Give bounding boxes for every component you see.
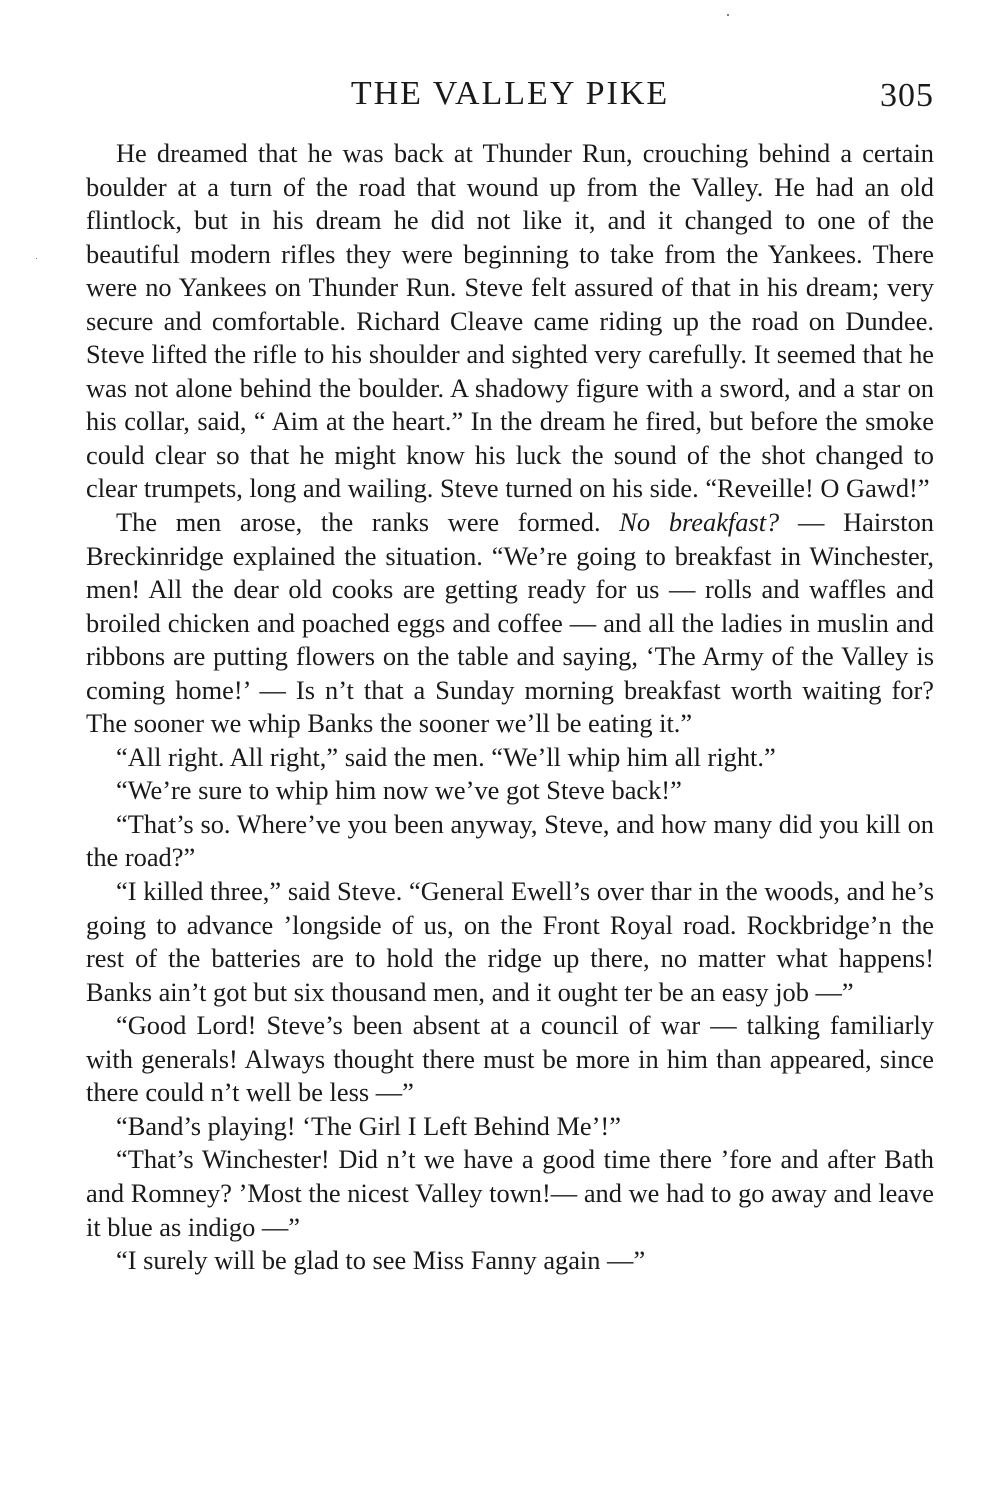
running-head <box>86 72 934 116</box>
text-segment: “That’s Winchester! Did n’t we have a good time there ’fore and after Bath and Romney? ’Most the nicest Valley town!— and we had to go away and leave it blue as indigo —” <box>86 1144 934 1242</box>
running-title: THE VALLEY PIKE <box>350 75 670 112</box>
text-segment: He dreamed that he was back at Thunder Run, crouching behind a certain boulder at a turn of the road that wound up from the Valley. He had an old flintlock, but in his dream he did not like it, and it changed to one of the beautiful modern rifles they were beginning to take from the Yankees. There were no Yankees on Thunder Run. Steve felt assured of that in his dream; very secure and comfortable. Richard Cleave came riding up the road on Dundee. Steve lifted the rifle to his shoulder and sighted very carefully. It seemed that he was not alone behind the boulder. A shadowy figure with a sword, and a star on his collar, said, “ Aim at the heart.” In the dream he fired, but before the smoke could clear so that he might know his luck the sound of the shot changed to clear trumpets, long and wailing. Steve turned on his side. “Reveille! O Gawd!” <box>86 138 934 504</box>
print-speck <box>727 14 729 16</box>
text-segment: “That’s so. Where’ve you been anyway, Steve, and how many did you kill on the road?” <box>86 808 934 873</box>
margin-speck <box>36 258 37 259</box>
paragraph <box>86 1244 934 1278</box>
paragraph <box>86 808 934 875</box>
text-segment: “I killed three,” said Steve. “General Ewell’s over thar in the woods, and he’s going to advance ’longside of us, on the Front Royal road. Rockbridge’n the rest of the batteries are to hold the ridge up there, no matter what happens! Banks ain’t got but six thousand men, and it ought ter be an easy job —” <box>86 876 934 1007</box>
paragraph <box>86 774 934 808</box>
book-page <box>86 72 934 1278</box>
text-segment: “Good Lord! Steve’s been absent at a council of war — talking familiarly with generals! Always thought there must be more in him than appeared, since there could n’t well be less —” <box>86 1010 934 1108</box>
paragraph <box>86 137 934 506</box>
paragraph <box>86 506 934 741</box>
body-text <box>86 137 934 1278</box>
text-segment: — Hairston Breckinridge explained the situation. “We’re going to breakfast in Winchester, men! All the dear old cooks are getting ready for us — rolls and waffles and broiled chicken and poached eggs and coffee — and all the ladies in muslin and ribbons are putting flowers on the table and saying, ‘The Army of the Valley is coming home!’ — Is n’t that a Sunday morning breakfast worth waiting for? The sooner we whip Banks the sooner we’ll be eating it.” <box>86 507 934 739</box>
text-segment: “I surely will be glad to see Miss Fanny again —” <box>116 1245 646 1276</box>
text-segment: “All right. All right,” said the men. “We’ll whip him all right.” <box>116 741 776 772</box>
italic-text: No breakfast? <box>619 507 780 538</box>
paragraph <box>86 875 934 1009</box>
text-segment: The men arose, the ranks were formed. <box>116 507 620 538</box>
paragraph <box>86 1110 934 1144</box>
paragraph <box>86 1143 934 1244</box>
paragraph <box>86 741 934 775</box>
text-segment: “Band’s playing! ‘The Girl I Left Behind Me’!” <box>116 1110 621 1141</box>
page-number: 305 <box>880 77 934 114</box>
paragraph <box>86 1009 934 1110</box>
text-segment: “We’re sure to whip him now we’ve got Steve back!” <box>116 775 682 806</box>
